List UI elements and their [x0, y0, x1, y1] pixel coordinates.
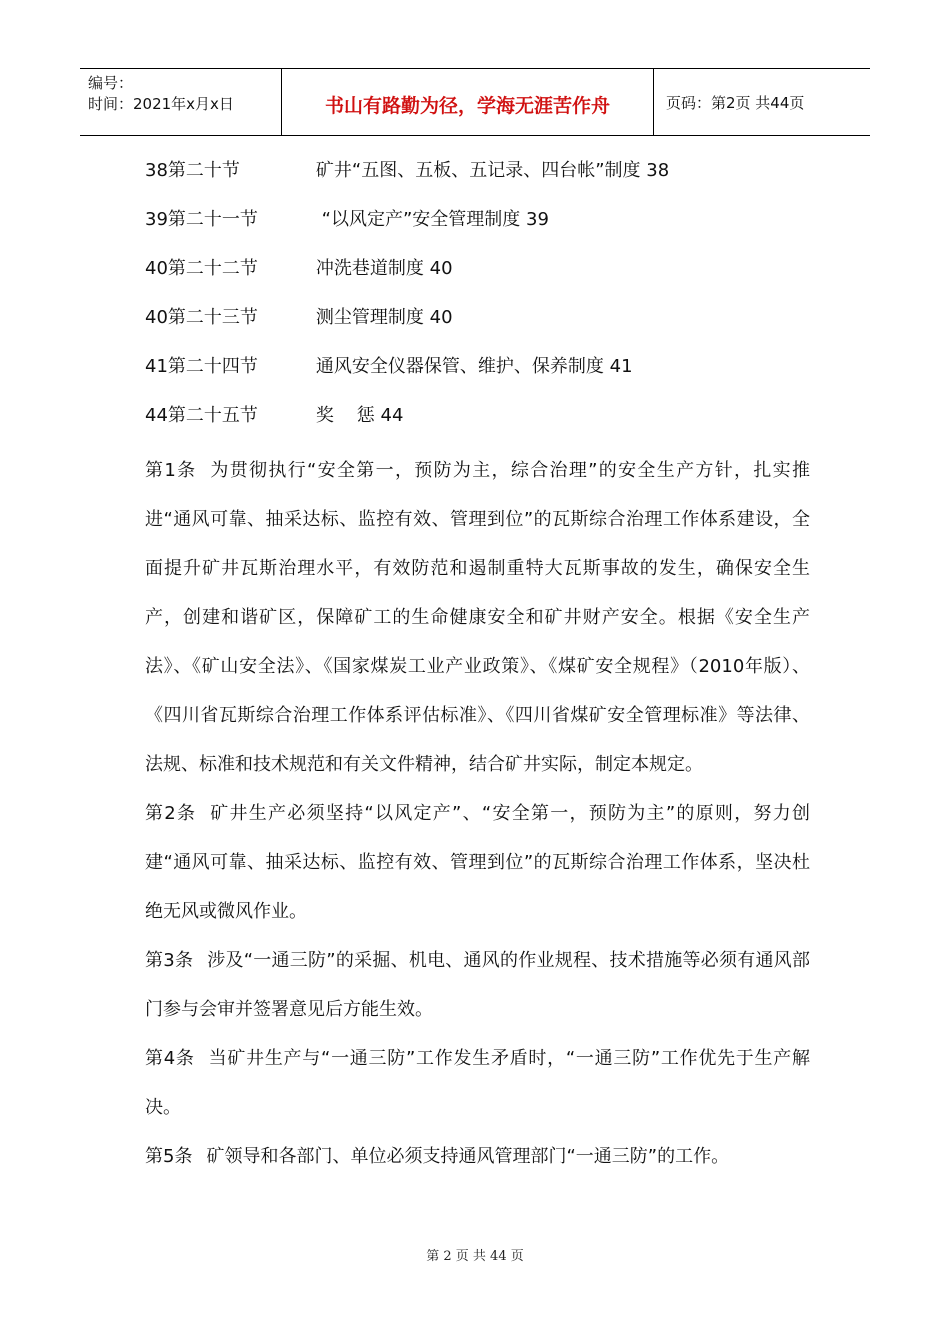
article-label: 第3条	[145, 950, 194, 971]
page-header	[80, 68, 870, 136]
toc-page-num: 40	[145, 307, 168, 328]
article-paragraph	[145, 1034, 810, 1132]
article-text: 当矿井生产与“一通三防”工作发生矛盾时，“一通三防”工作优先于生产解决。	[145, 1048, 810, 1118]
toc-page-num: 41	[145, 356, 168, 377]
toc-title: 矿井“五图、五板、五记录、四台帐”制度 38	[315, 160, 670, 181]
article-label: 第4条	[145, 1048, 195, 1069]
page-footer: 第 2 页 共 44 页	[426, 1249, 524, 1264]
toc-item	[145, 201, 810, 250]
document-number-label: 编号：	[88, 74, 134, 92]
toc-title: 冲洗巷道制度 40	[315, 258, 453, 279]
document-time-label: 时间：2021年x月x日	[88, 95, 234, 113]
toc-title: “以风定产”安全管理制度 39	[315, 209, 549, 230]
toc-page-num: 40	[145, 258, 168, 279]
article-label: 第5条	[145, 1146, 193, 1167]
article-paragraph	[145, 789, 810, 936]
toc-item	[145, 397, 810, 446]
toc-section: 第二十五节	[167, 405, 258, 426]
article-paragraph	[145, 936, 810, 1034]
table-of-contents	[145, 152, 810, 446]
article-text: 涉及“一通三防”的采掘、机电、通风的作业规程、技术措施等必须有通风部门参与会审并签署意见后方能生效。	[145, 950, 810, 1020]
header-motto: 书山有路勤为径，学海无涯苦作舟	[282, 69, 654, 135]
toc-item	[145, 152, 810, 201]
toc-item	[145, 348, 810, 397]
toc-section: 第二十一节	[167, 209, 258, 230]
header-meta	[80, 69, 282, 135]
header-page-info: 页码：第2页 共44页	[666, 93, 805, 112]
toc-page-num: 38	[145, 160, 168, 181]
toc-section: 第二十节	[167, 160, 240, 181]
article-text: 矿领导和各部门、单位必须支持通风管理部门“一通三防”的工作。	[206, 1146, 730, 1167]
article-paragraph	[145, 446, 810, 789]
toc-section: 第二十二节	[167, 258, 258, 279]
toc-title: 奖 惩 44	[315, 405, 404, 426]
toc-item	[145, 299, 810, 348]
article-label: 第1条	[145, 460, 197, 481]
document-body	[145, 152, 810, 1181]
toc-section: 第二十四节	[167, 356, 258, 377]
article-text: 为贯彻执行“安全第一，预防为主，综合治理”的安全生产方针，扎实推进“通风可靠、抽采达标、监控有效、管理到位”的瓦斯综合治理工作体系建设，全面提升矿井瓦斯治理水平，有效防范和遏制重特大瓦斯事故的发生，确保安全生产，创建和谐矿区，保障矿工的生命健康安全和矿井财产安全。根据《安全生产法》、《矿山安全法》、《国家煤炭工业产业政策》、《煤矿安全规程》（2010年版）、《四川省瓦斯综合治理工作体系评估标准》、《四川省煤矿安全管理标准》等法律、法规、标准和技术规范和有关文件精神，结合矿井实际，制定本规定。	[145, 460, 810, 775]
toc-page-num: 44	[145, 405, 168, 426]
article-text: 矿井生产必须坚持“以风定产”、“安全第一，预防为主”的原则，努力创建“通风可靠、抽采达标、监控有效、管理到位”的瓦斯综合治理工作体系，坚决杜绝无风或微风作业。	[145, 803, 810, 922]
toc-title: 通风安全仪器保管、维护、保养制度 41	[315, 356, 633, 377]
article-paragraph	[145, 1132, 810, 1181]
toc-item	[145, 250, 810, 299]
toc-title: 测尘管理制度 40	[315, 307, 453, 328]
toc-section: 第二十三节	[167, 307, 258, 328]
article-label: 第2条	[145, 803, 197, 824]
toc-page-num: 39	[145, 209, 168, 230]
